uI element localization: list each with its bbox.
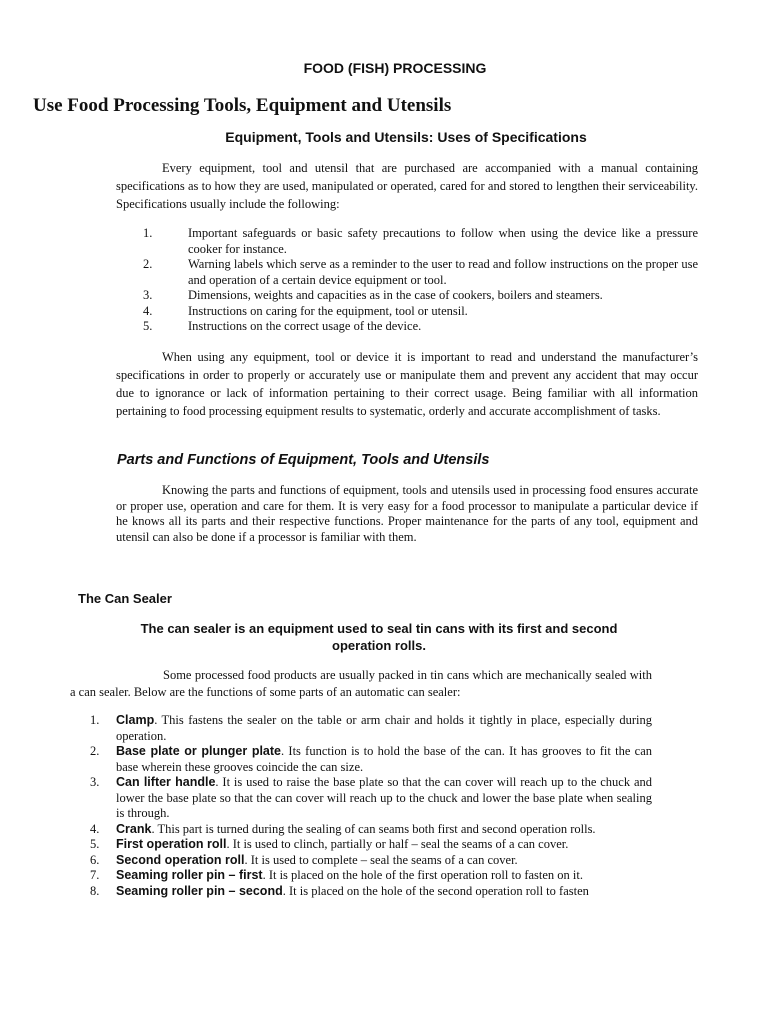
document-title: FOOD (FISH) PROCESSING <box>303 60 487 76</box>
list-item: 6. Second operation roll. It is used to complete – seal the seams of a can cover. <box>90 852 518 867</box>
section-heading-specifications: Equipment, Tools and Utensils: Uses of Specifications <box>225 129 587 145</box>
list-item: 7. Seaming roller pin – first. It is placed on the hole of the first operation roll to fasten on it. <box>90 868 583 882</box>
part-term: First operation roll <box>116 837 227 851</box>
part-term: Clamp <box>116 713 155 727</box>
list-item: 3. Can lifter handle. It is used to raise the base plate so that the can cover will reach up to the chuck and lower the base plate so that the can cover will reach up to the chuck and lower the base plate when sealing is through. <box>90 775 652 820</box>
list-item: 8. Seaming roller pin – second. It is placed on the hole of the second operation roll to fasten <box>90 883 589 898</box>
parts-paragraph: Knowing the parts and functions of equipment, tools and utensils used in processing food ensures accurate or proper use, operation and care for them. It is very easy for a food processor to manipulate a particular device if he knows all its parts and their respective functions. Proper maintenance for the parts of any tool, equipment and utensil can also be done if a processor is familiar with them. <box>116 483 698 544</box>
main-heading: Use Food Processing Tools, Equipment and Utensils <box>33 95 452 116</box>
list-item: 5. First operation roll. It is used to clinch, partially or half – seal the seams of a can cover. <box>90 837 569 851</box>
list-item: 4. Instructions on caring for the equipment, tool or utensil. <box>143 303 468 318</box>
part-term: Base plate or plunger plate <box>116 744 282 758</box>
list-item: 4. Crank. This part is turned during the sealing of can seams both first and second operation rolls. <box>90 821 596 836</box>
section-heading-can-sealer: The Can Sealer <box>78 591 172 606</box>
section-heading-parts: Parts and Functions of Equipment, Tools and Utensils <box>117 452 490 468</box>
list-item: 2. Warning labels which serve as a reminder to the user to read and follow instructions on the proper use and operation of a certain device equipment or tool. <box>143 257 698 287</box>
part-term: Seaming roller pin – first <box>116 868 263 882</box>
specifications-list <box>116 226 698 335</box>
can-sealer-parts-list <box>70 713 652 899</box>
can-sealer-definition: The can sealer is an equipment used to seal tin cans with its first and second operation rolls. <box>140 621 618 653</box>
part-term: Crank <box>116 821 152 836</box>
manufacturer-paragraph: When using any equipment, tool or device it is important to read and understand the manufacturer’s specifications in order to properly or accurately use or manipulate them and prevent any accident that may occur due to ignorance or lack of information pertaining to their correct usage. Being familiar with all information pertaining to food processing equipment results to systematic, orderly and accurate accomplishment of tasks. <box>116 350 698 418</box>
intro-paragraph: Every equipment, tool and utensil that are purchased are accompanied with a manual containing specifications as to how they are used, manipulated or operated, cared for and stored to lengthen their serviceability. Specifications usually include the following: <box>116 161 698 211</box>
list-item: 2. Base plate or plunger plate. Its function is to hold the base of the can. It has grooves to fit the can base wherein these grooves coincide the can size. <box>90 744 652 774</box>
part-term: Can lifter handle <box>116 775 216 789</box>
list-item: 1. Clamp. This fastens the sealer on the table or arm chair and holds it tightly in place, especially during operation. <box>90 713 652 743</box>
list-item: 5. Instructions on the correct usage of the device. <box>143 319 422 333</box>
list-item: 3. Dimensions, weights and capacities as in the case of cookers, boilers and steamers. <box>143 288 603 302</box>
part-term: Seaming roller pin – second <box>116 883 283 898</box>
can-sealer-paragraph: Some processed food products are usually packed in tin cans which are mechanically sealed with a can sealer. Below are the functions of some parts of an automatic can sealer: <box>70 668 652 699</box>
list-item: 1. Important safeguards or basic safety precautions to follow when using the device like a pressure cooker for instance. <box>143 226 698 256</box>
part-term: Second operation roll <box>116 852 245 867</box>
